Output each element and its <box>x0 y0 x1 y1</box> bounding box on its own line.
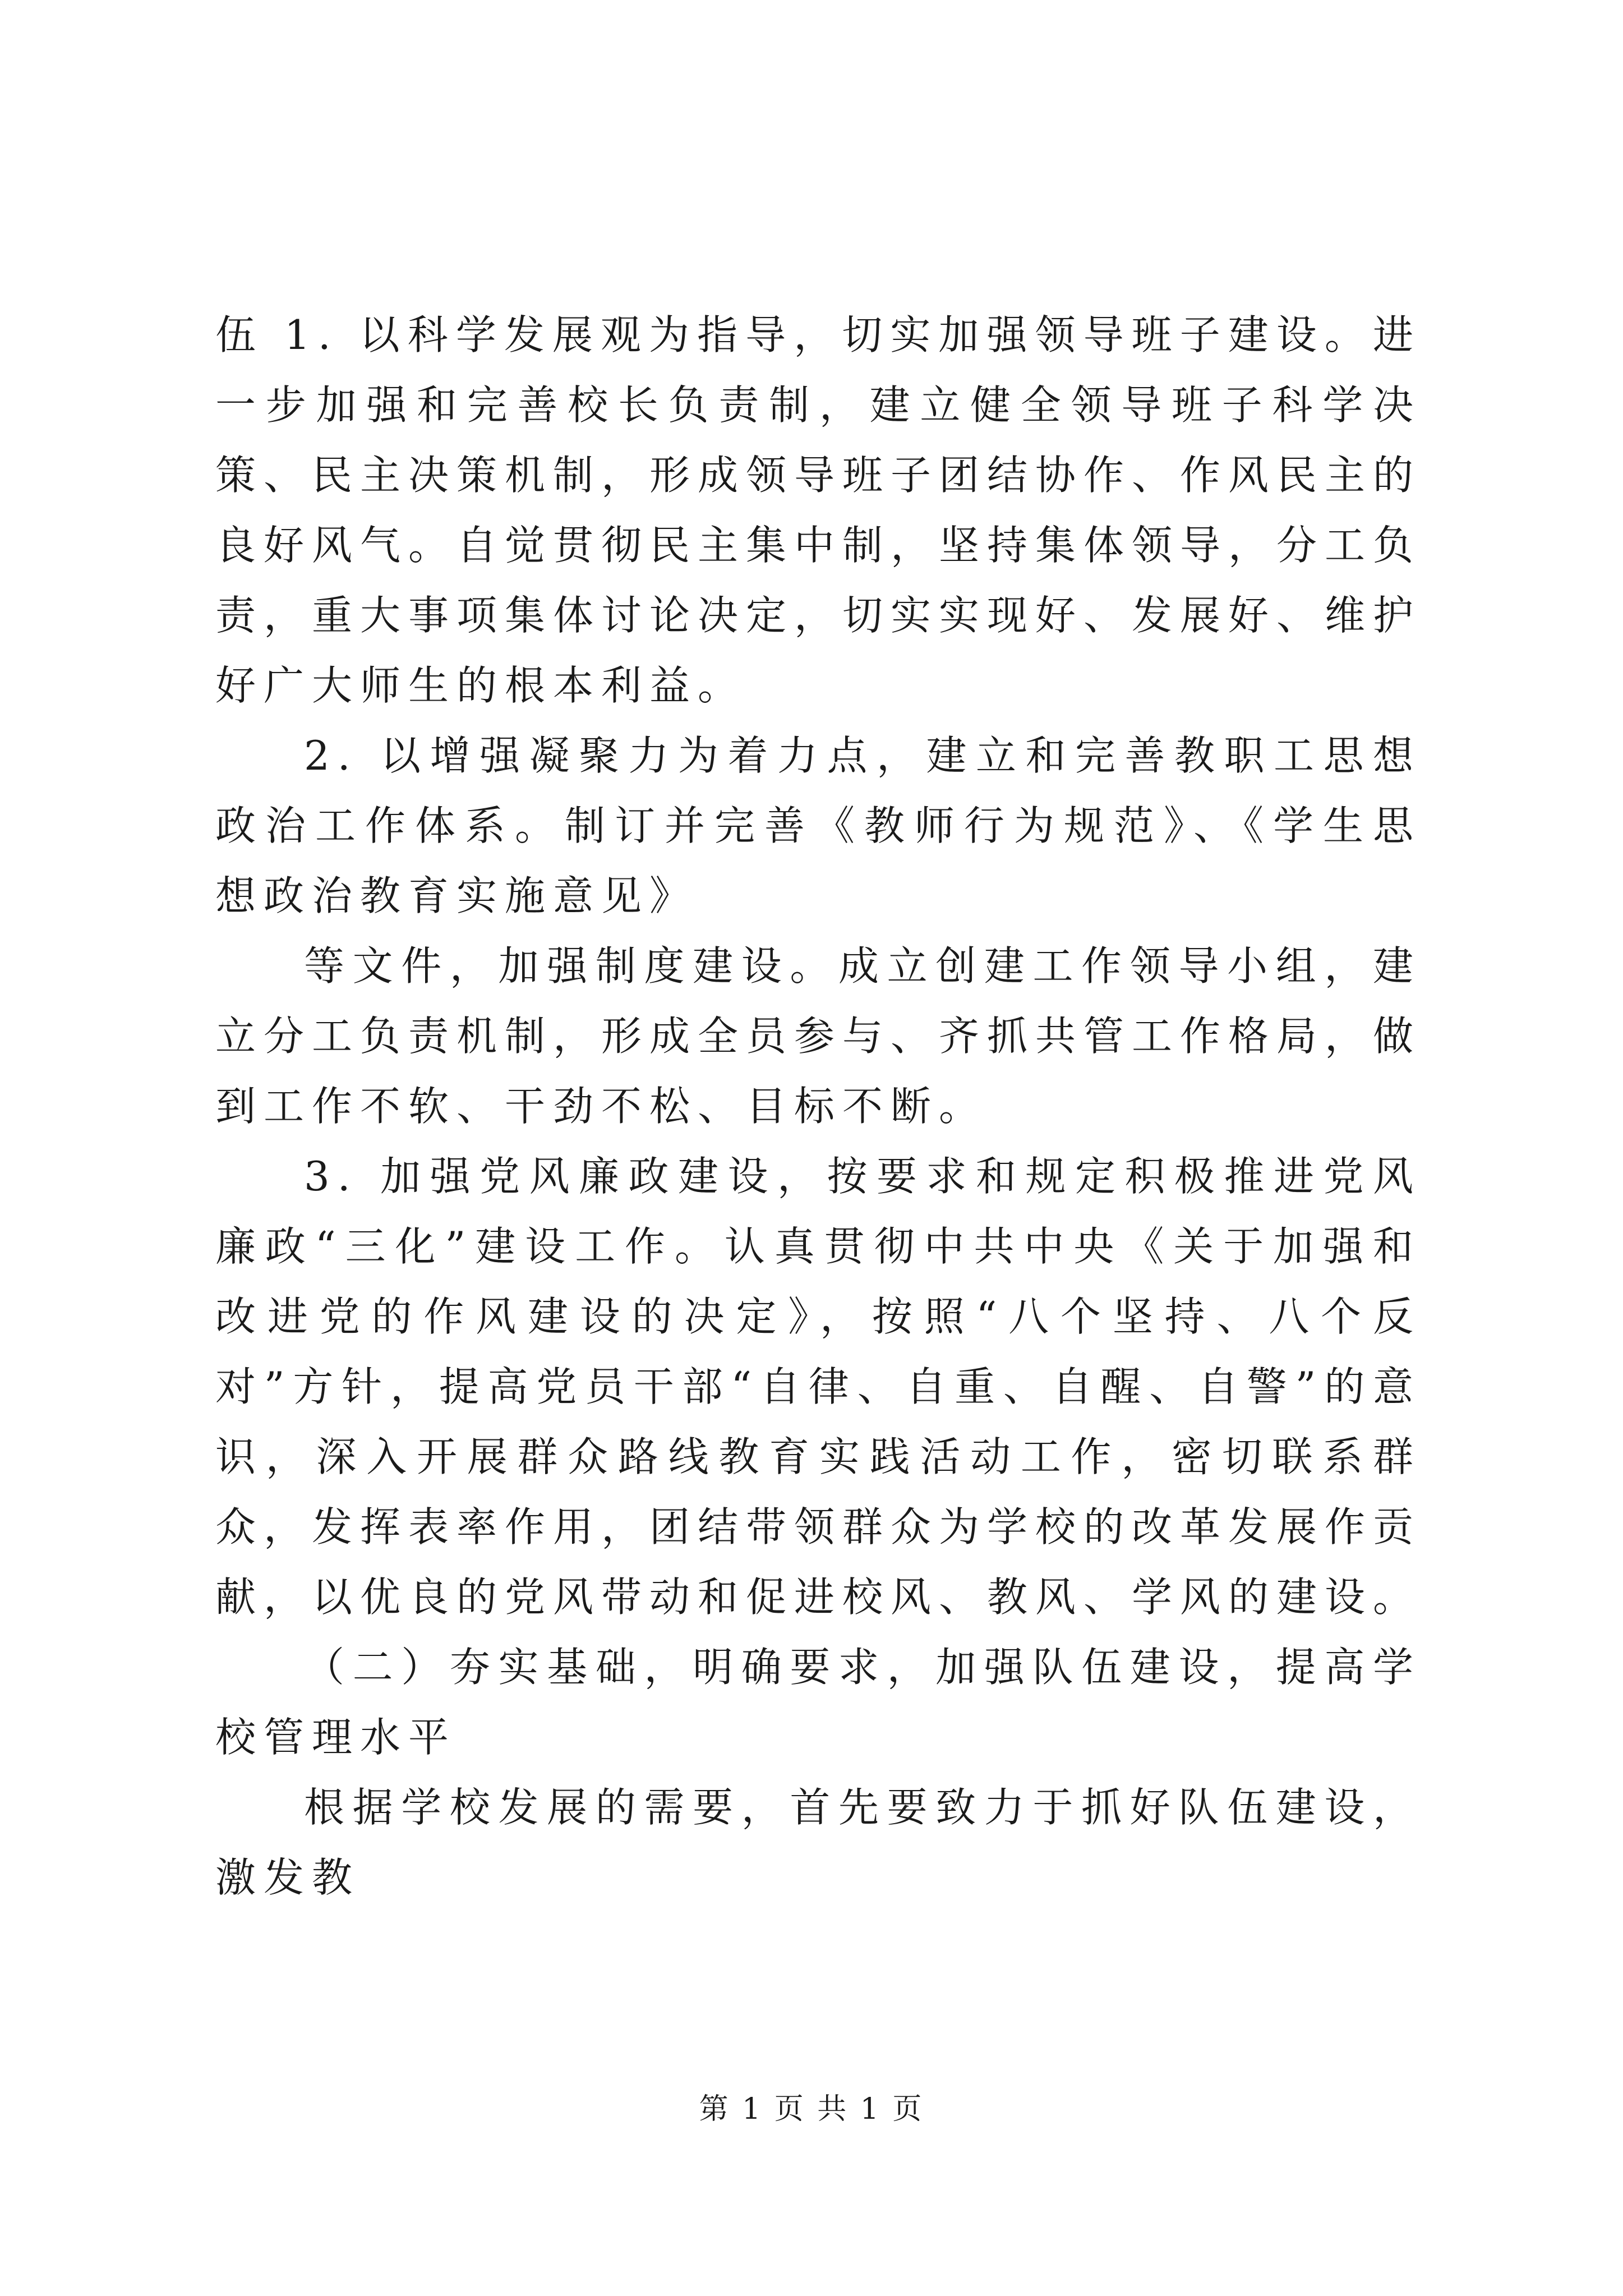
paragraph-4: 3. 加强党风廉政建设，按要求和规定积极推进党风廉政“三化”建设工作。认真贯彻中共中央《关于加强和改进党的作风建设的决定》，按照“八个坚持、八个反对”方针，提高党员干部“自律、自重、自醒、自警”的意识，深入开展群众路线教育实践活动工作，密切联系群众，发挥表率作用，团结带领群众为学校的改革发展作贡献，以优良的党风带动和促进校风、教风、学风的建设。 <box>215 1153 1422 1621</box>
paragraph-3: 等文件，加强制度建设。成立创建工作领导小组，建立分工负责机制，形成全员参与、齐抓共管工作格局，做到工作不软、干劲不松、目标不断。 <box>215 942 1422 1130</box>
paragraph-1: 伍 1. 以科学发展观为指导，切实加强领导班子建设。进一步加强和完善校长负责制，建立健全领导班子科学决策、民主决策机制，形成领导班子团结协作、作风民主的良好风气。自觉贯彻民主集中制，坚持集体领导，分工负责，重大事项集体讨论决定，切实实现好、发展好、维护好广大师生的根本利益。 <box>215 311 1422 709</box>
paragraph-6: 根据学校发展的需要，首先要致力于抓好队伍建设，激发教 <box>215 1784 1421 1901</box>
page-footer: 第 1 页 共 1 页 <box>699 2092 924 2126</box>
paragraph-2: 2. 以增强凝聚力为着力点，建立和完善教职工思想政治工作体系。制订并完善《教师行为规范》、《学生思想政治教育实施意见》 <box>215 732 1421 919</box>
section-heading-2: （二）夯实基础，明确要求，加强队伍建设，提高学校管理水平 <box>215 1644 1421 1761</box>
document-body <box>215 300 1421 1913</box>
